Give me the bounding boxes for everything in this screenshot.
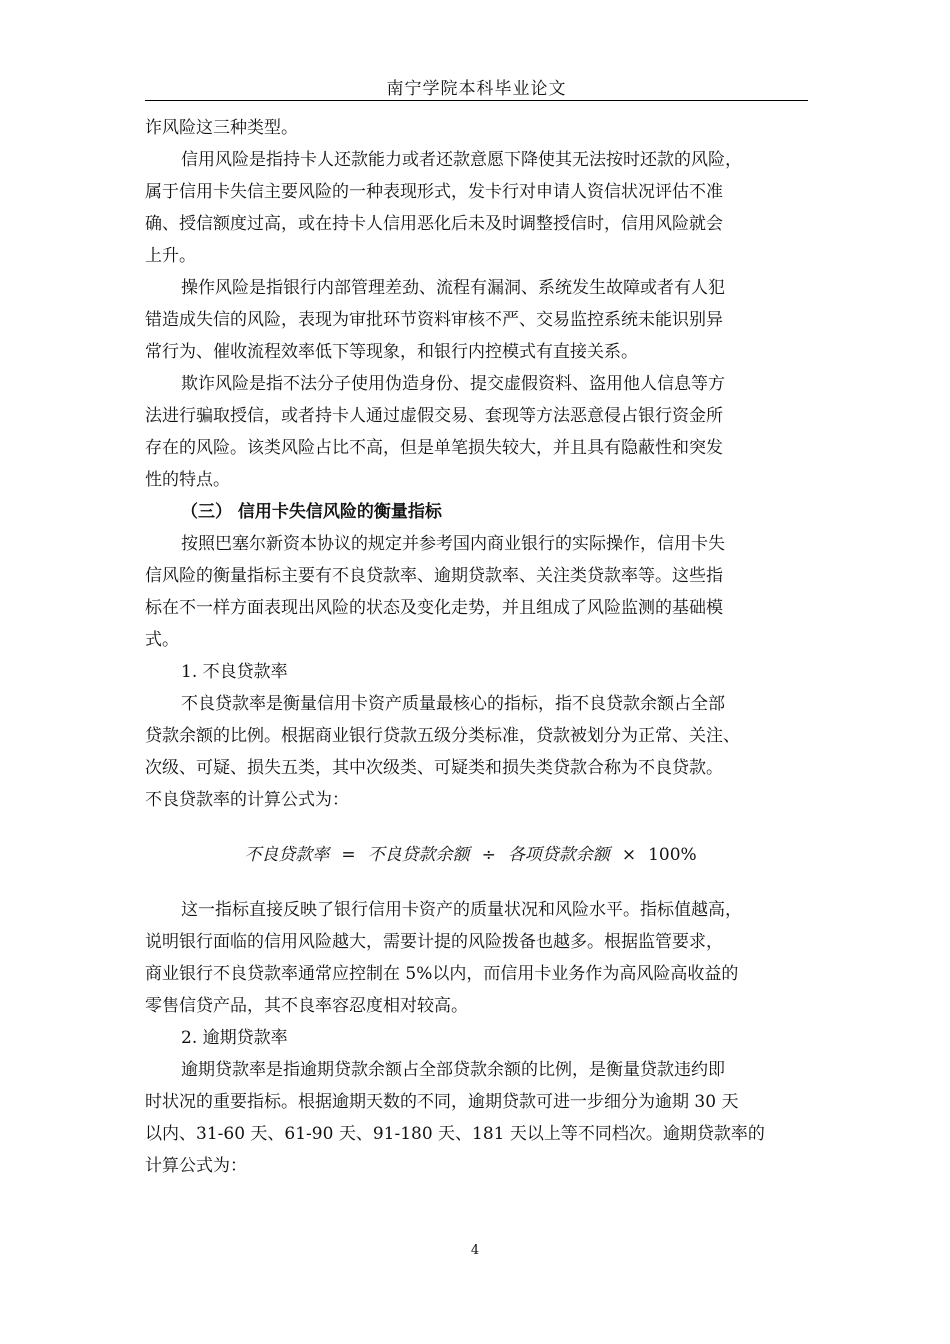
- formula-term-numerator: 不良贷款余额: [367, 845, 470, 865]
- paragraph-line: 法进行骗取授信，或者持卡人通过虚假交易、套现等方法恶意侵占银行资金所: [145, 406, 723, 426]
- paragraph-line: 不良贷款率是衡量信用卡资产质量最核心的指标，指不良贷款余额占全部: [181, 694, 725, 714]
- paragraph-line: 欺诈风险是指不法分子使用伪造身份、提交虚假资料、盗用他人信息等方: [181, 374, 725, 394]
- paragraph-line: 不良贷款率的计算公式为：: [145, 790, 349, 810]
- paragraph-line: 次级、可疑、损失五类，其中次级类、可疑类和损失类贷款合称为不良贷款。: [145, 758, 723, 778]
- formula-divide: ÷: [481, 845, 496, 865]
- paragraph-line: 这一指标直接反映了银行信用卡资产的质量状况和风险水平。指标值越高，: [181, 900, 742, 920]
- paragraph-line: 零售信贷产品，其不良率容忍度相对较高。: [145, 996, 468, 1016]
- formula-term-denominator: 各项贷款余额: [507, 845, 610, 865]
- paragraph-line: 式。: [145, 630, 179, 650]
- paragraph-line: 说明银行面临的信用风险越大，需要计提的风险拨备也越多。根据监管要求，: [145, 932, 723, 952]
- page-body: [145, 112, 808, 1182]
- formula-lhs: 不良贷款率: [244, 845, 330, 865]
- paragraph-line: 属于信用卡失信主要风险的一种表现形式，发卡行对申请人资信状况评估不准: [145, 182, 723, 202]
- formula-equals: =: [341, 845, 356, 865]
- paragraph-line: 确、授信额度过高，或在持卡人信用恶化后未及时调整授信时，信用风险就会: [145, 214, 723, 234]
- paragraph-line: 存在的风险。该类风险占比不高，但是单笔损失较大，并且具有隐蔽性和突发: [145, 438, 723, 458]
- subsection-heading: 2. 逾期贷款率: [181, 1028, 288, 1048]
- paragraph-line: 以内、31-60 天、61-90 天、91-180 天、181 天以上等不同档次。逾期贷款率的: [145, 1124, 765, 1144]
- paragraph-line: 上升。: [145, 246, 196, 266]
- header-divider: [145, 100, 808, 101]
- section-heading: （三） 信用卡失信风险的衡量指标: [181, 502, 442, 522]
- paragraph-line: 逾期贷款率是指逾期贷款余额占全部贷款余额的比例，是衡量贷款违约即: [181, 1060, 725, 1080]
- paragraph-line: 常行为、催收流程效率低下等现象，和银行内控模式有直接关系。: [145, 342, 638, 362]
- paragraph-line: 计算公式为：: [145, 1156, 247, 1176]
- paragraph-line: 按照巴塞尔新资本协议的规定并参考国内商业银行的实际操作，信用卡失: [181, 534, 725, 554]
- page-header-title: 南宁学院本科毕业论文: [386, 79, 567, 99]
- paragraph-line: 时状况的重要指标。根据逾期天数的不同，逾期贷款可进一步细分为逾期 30 天: [145, 1092, 739, 1112]
- paragraph-line: 性的特点。: [145, 470, 230, 490]
- formula-percent: 100%: [648, 845, 697, 865]
- paragraph-line: 操作风险是指银行内部管理差劲、流程有漏洞、系统发生故障或者有人犯: [181, 278, 725, 298]
- subsection-heading: 1. 不良贷款率: [181, 662, 288, 682]
- formula: [145, 816, 808, 894]
- paragraph-line: 错造成失信的风险，表现为审批环节资料审核不严、交易监控系统未能识别异: [145, 310, 723, 330]
- formula-times: ×: [621, 845, 637, 865]
- paragraph-line: 信用风险是指持卡人还款能力或者还款意愿下降使其无法按时还款的风险，: [181, 150, 742, 170]
- page-number: 4: [470, 1243, 480, 1258]
- paragraph-line: 贷款余额的比例。根据商业银行贷款五级分类标准，贷款被划分为正常、关注、: [145, 726, 740, 746]
- paragraph-line: 诈风险这三种类型。: [145, 118, 298, 138]
- paragraph-line: 商业银行不良贷款率通常应控制在 5%以内，而信用卡业务作为高风险高收益的: [145, 964, 739, 984]
- paragraph-line: 标在不一样方面表现出风险的状态及变化走势，并且组成了风险监测的基础模: [145, 598, 723, 618]
- paragraph-line: 信风险的衡量指标主要有不良贷款率、逾期贷款率、关注类贷款率等。这些指: [145, 566, 723, 586]
